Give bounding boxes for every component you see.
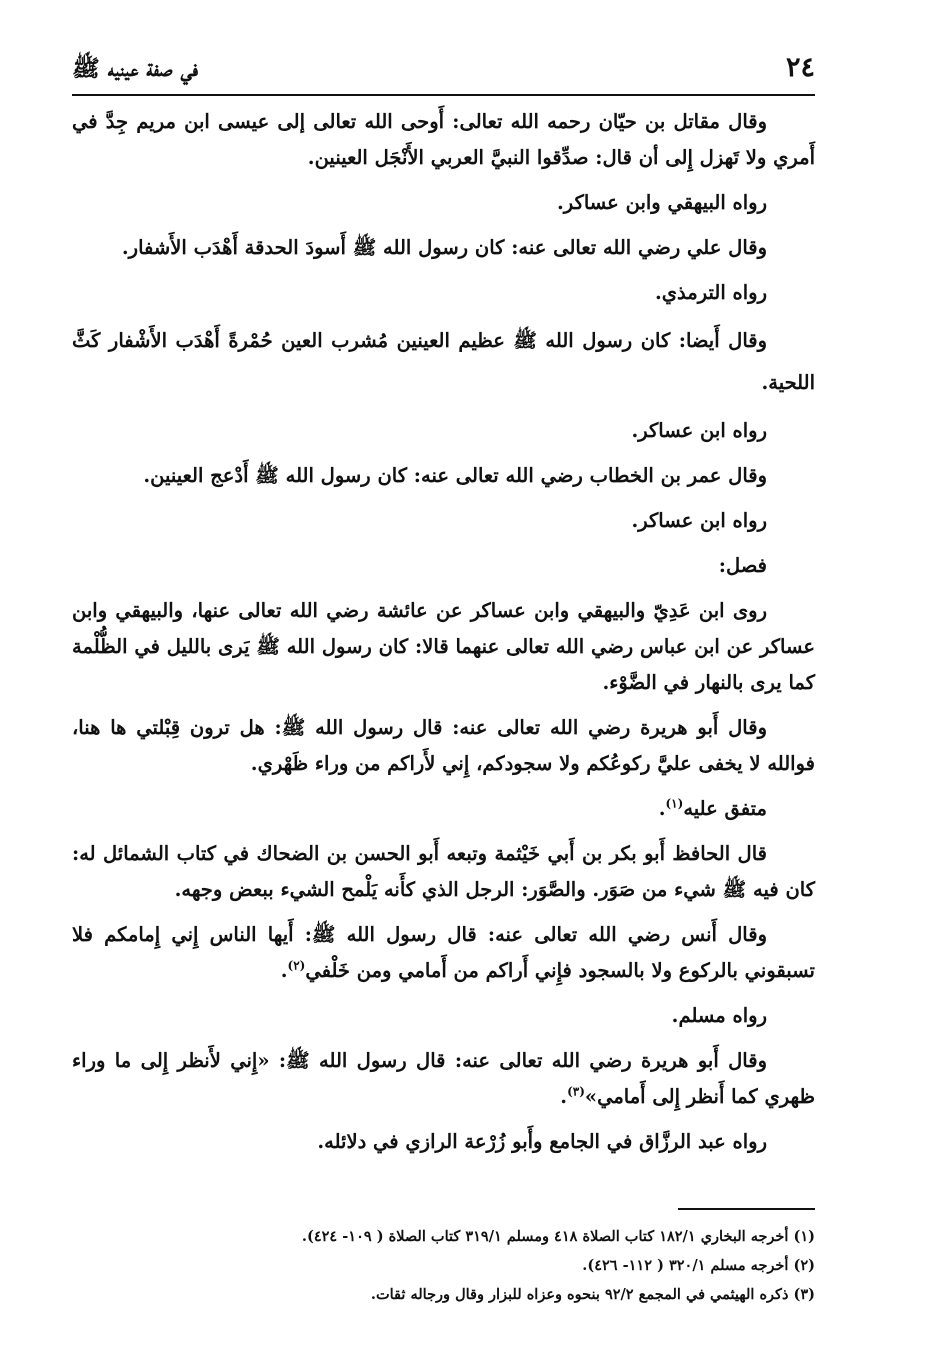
footnote: (٣) ذكره الهيثمي في المجمع ٩٢/٢ بنحوه وعزاه للبزار وقال ورجاله ثقات. — [370, 1286, 815, 1303]
footnote-marker: (١) — [665, 796, 684, 811]
paragraph: رواه ابن عساكر. — [631, 509, 767, 532]
footnote: (٢) أخرجه مسلم ٣٢٠/١ ( ١١٢- ٤٢٦). — [582, 1257, 815, 1274]
paragraph: وقال أَبو هريرة رضي الله تعالى عنه: قال رسول الله ﷺ: هل ترون قِبْلتي ها هنا، فوالله لا يخفى عليَّ ركوعُكم ولا سجودكم، إِني لأَراكم من وراء ظَهْري. — [72, 716, 815, 775]
paragraph: وقال علي رضي الله تعالى عنه: كان رسول الله ﷺ أَسودَ الحدقة أَهْدَب الأَشفار. — [121, 236, 767, 259]
page-number: ٢٤ — [785, 52, 815, 83]
main-text — [72, 104, 815, 1169]
section-heading: فصل: — [718, 554, 767, 577]
running-title: في صفة عينيه ﷺ — [72, 55, 199, 82]
paragraph: رواه مسلم. — [671, 1004, 767, 1027]
footnote-marker: (٣) — [567, 1084, 585, 1099]
paragraph: وقال أَبو هريرة رضي الله تعالى عنه: قال رسول الله ﷺ: «إِني لأَنظر إِلى ما وراء ظهري كما أَنظر إِلى أَمامي»$^{(٣)}$. — [72, 1049, 815, 1108]
paragraph: متفق عليه$^{(١)}$. — [658, 796, 767, 820]
footnote: (١) أخرجه البخاري ١٨٢/١ كتاب الصلاة ٤١٨ ومسلم ٣١٩/١ كتاب الصلاة ( ١٠٩- ٤٢٤). — [301, 1228, 815, 1245]
header-rule — [72, 94, 815, 96]
paragraph: رواه البيهقي وابن عساكر. — [557, 191, 767, 214]
paragraph: رواه عبد الرزَّاق في الجامع وأَبو زُرْعة الرازي في دلائله. — [317, 1130, 767, 1153]
paragraph: وقال أَنس رضي الله تعالى عنه: قال رسول الله ﷺ: أَيها الناس إِني إِمامكم فلا تسبقوني بالركوع ولا بالسجود فإِني أَراكم من أَمامي ومن خَلْفي$^{(٢)}$. — [72, 923, 815, 982]
paragraph: قال الحافظ أَبو بكر بن أَبي خَيْثمة وتبعه أَبو الحسن بن الضحاك في كتاب الشمائل له: كان فيه ﷺ شيء من صَوَر. والصَّوَر: الرجل الذي كأَنه يَلْمح الشيء ببعض وجهه. — [72, 842, 815, 901]
paragraph: وقال عمر بن الخطاب رضي الله تعالى عنه: كان رسول الله ﷺ أَدْعج العينين. — [143, 464, 767, 487]
paragraph: وقال مقاتل بن حيّان رحمه الله تعالى: أَوحى الله تعالى إلى عيسى ابن مريم جِدَّ في أَمري ولا تَهزل إِلى أن قال: صدِّقوا النبيَّ العربي الأَنْجَل العينين. — [72, 110, 815, 169]
page-header — [72, 52, 815, 92]
footnote-marker: (٢) — [287, 958, 306, 973]
paragraph: روى ابن عَدِيّ والبيهقي وابن عساكر عن عائشة رضي الله تعالى عنها، والبيهقي وابن عساكر عن ابن عباس رضي الله تعالى عنهما قالا: كان رسول الله ﷺ يَرى بالليل في الظُّلْمة كما يرى بالنهار في الضَّوْء. — [72, 599, 815, 694]
footnote-rule — [678, 1208, 815, 1210]
footnotes — [72, 1222, 815, 1309]
paragraph: رواه ابن عساكر. — [631, 419, 767, 442]
paragraph: وقال أَيضا: كان رسول الله ﷺ عظيم العينين مُشرب العين حُمْرةً أَهْدَب الأَشْفار كَثَّ اللحية. — [72, 329, 815, 394]
paragraph: رواه الترمذي. — [655, 281, 767, 304]
